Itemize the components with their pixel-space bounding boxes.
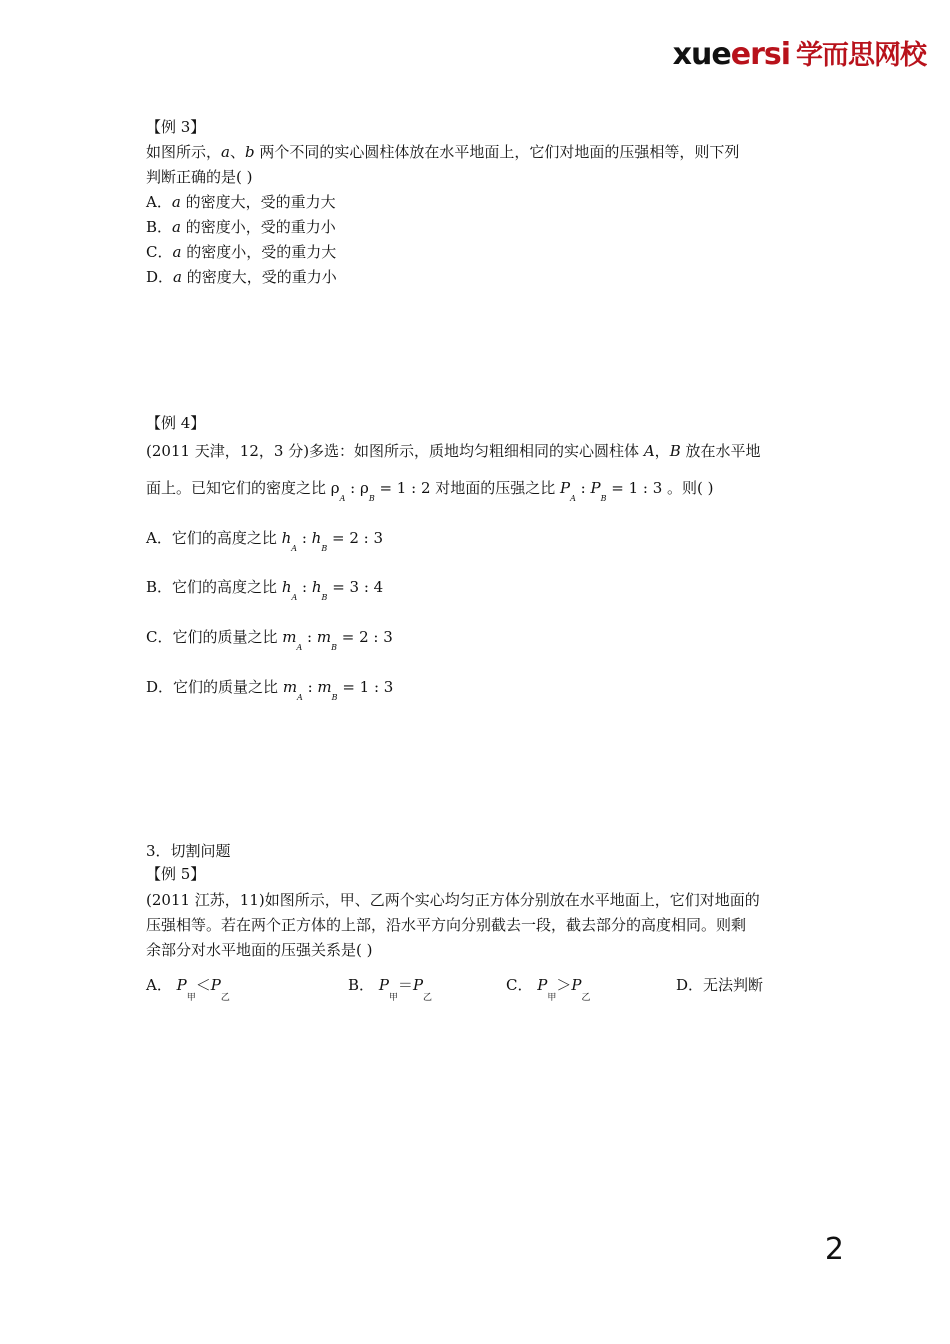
example-3-option-c: C．a 的密度小，受的重力大	[146, 243, 337, 261]
example-5-option-b: B． $P_甲=P_乙$	[348, 976, 433, 1003]
logo-text-cjk: 学而思网校	[796, 40, 926, 71]
example-4-stem-line1: (2011 天津，12，3 分)多选：如图所示，质地均匀粗细相同的实心圆柱体 A，B 放在水平地	[146, 442, 761, 460]
example-4-label: 【例 4】	[146, 414, 206, 432]
density-ratio: = 1 : 2	[374, 479, 431, 497]
example-4-option-d: D．它们的质量之比 $m_A$ : $m_B = 1$ : 3	[146, 678, 394, 702]
example-5-stem-line1: (2011 江苏，11)如图所示，甲、乙两个实心均匀正方体分别放在水平地面上，它们对地面的	[146, 891, 760, 909]
page-number: 2	[824, 1232, 844, 1267]
logo-text-xue: xue	[672, 37, 731, 72]
example-3-stem-line1: 如图所示，a、b 两个不同的实心圆柱体放在水平地面上，它们对地面的压强相等，则下列	[146, 143, 740, 161]
example-4-option-a: A．它们的高度之比 $h_A$ : $h_B = 2$ : 3	[146, 529, 384, 553]
example-4-stem-line2: 面上。已知它们的密度之比 $\rho_A$ : $\rho_B = 1$ : 2 对地面的压强之比 $P_A$ : $P_B = 1$ : 3 。则( )	[146, 479, 714, 503]
brand-logo	[672, 37, 926, 72]
example-5-stem-line3: 余部分对水平地面的压强关系是( )	[146, 941, 373, 959]
example-4-option-c: C．它们的质量之比 $m_A$ : $m_B = 2$ : 3	[146, 628, 393, 652]
example-3-stem-line2: 判断正确的是( )	[146, 168, 253, 186]
example-3-label: 【例 3】	[146, 118, 206, 136]
example-3-option-b: B．a 的密度小，受的重力小	[146, 218, 336, 236]
example-5-stem-line2: 压强相等。若在两个正方体的上部，沿水平方向分别截去一段，截去部分的高度相同。则剩	[146, 916, 747, 934]
example-5-option-d: D．无法判断	[676, 976, 764, 994]
example-3-option-a: A．a 的密度大，受的重力大	[146, 193, 336, 211]
example-5-label: 【例 5】	[146, 865, 206, 883]
example-5-option-a: A． $P_甲<P_乙$	[146, 976, 230, 1003]
rho-symbol: ρ	[330, 479, 340, 497]
example-3-option-d: D．a 的密度大，受的重力小	[146, 268, 337, 286]
pressure-ratio: = 1 : 3	[606, 479, 663, 497]
example-5-option-c: C． $P_甲>P_乙$	[506, 976, 591, 1003]
logo-text-ersi: ersi	[730, 37, 790, 72]
example-4-option-b: B．它们的高度之比 $h_A$ : $h_B = 3$ : 4	[146, 578, 384, 602]
section-3-title: 3．切割问题	[146, 842, 231, 860]
